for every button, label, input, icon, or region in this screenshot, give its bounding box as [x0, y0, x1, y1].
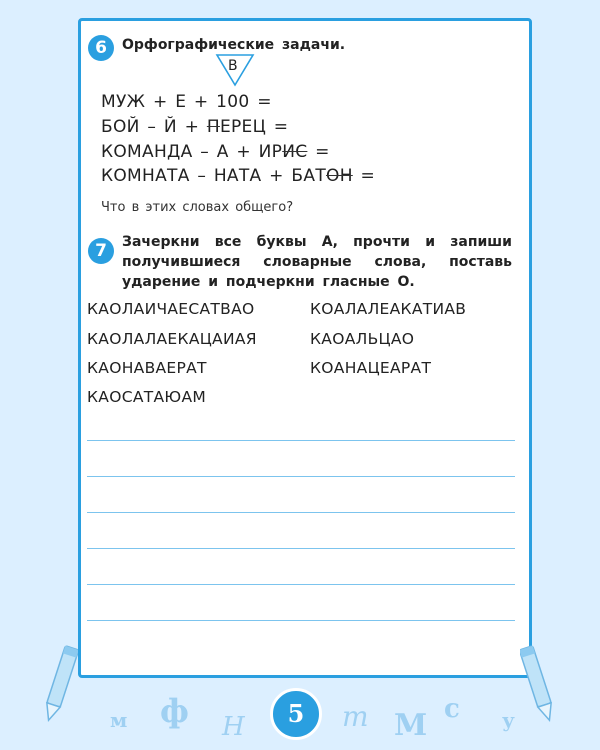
- word-left-2: КАОЛАЛАЕКАЦАИАЯ: [87, 330, 257, 348]
- equation-1-text: МУЖ + Е + 100 =: [101, 92, 272, 112]
- deco-letter: у: [502, 708, 515, 732]
- task-7-title: Зачеркни все буквы А, прочти и запиши получившиеся словарные слова, поставь ударение и подчеркни гласные О.: [122, 234, 512, 290]
- writing-line[interactable]: [87, 512, 515, 513]
- equation-4-struck-letters: ОН: [326, 166, 353, 186]
- deco-letter: Н: [222, 712, 245, 742]
- pencil-icon: [42, 640, 78, 730]
- task-6-question: Что в этих словах общего?: [101, 200, 294, 215]
- deco-letter: ф: [160, 692, 189, 730]
- word-left-1: КАОЛАИЧАЕСАТВАО: [87, 300, 255, 318]
- equation-2: [101, 117, 288, 137]
- writing-lines[interactable]: [87, 440, 515, 656]
- equation-2-part-a: БОЙ – Й +: [101, 117, 207, 137]
- writing-line[interactable]: [87, 620, 515, 621]
- equation-4-part-a: КОМНАТА – НАТА + БАТ: [101, 166, 327, 186]
- writing-line[interactable]: [87, 584, 515, 585]
- deco-letter: м: [110, 708, 128, 732]
- word-left-3: КАОНАВАЕРАТ: [87, 359, 207, 377]
- task-7-badge: 7: [88, 238, 114, 264]
- equation-3-struck-letters: ИС: [282, 142, 308, 162]
- equation-3-part-a: КОМАНДА – А + ИР: [101, 142, 283, 162]
- word-right-2: КАОАЛЬЦАО: [310, 330, 415, 348]
- equation-3: [101, 142, 330, 162]
- triangle-letter: В: [228, 58, 238, 74]
- deco-letter: т: [342, 700, 369, 733]
- equation-2-part-b: ЕРЕЦ =: [219, 117, 289, 137]
- word-right-3: КОАНАЦЕАРАТ: [310, 359, 432, 377]
- pencil-icon: [520, 640, 556, 730]
- equation-4: [101, 166, 375, 186]
- word-left-4: КАОСАТАЮАМ: [87, 388, 207, 406]
- writing-line[interactable]: [87, 548, 515, 549]
- writing-line[interactable]: [87, 440, 515, 441]
- writing-line[interactable]: [87, 476, 515, 477]
- task-6-title: Орфографические задачи.: [122, 37, 346, 53]
- equation-4-part-b: =: [352, 166, 376, 186]
- equation-2-struck-letters: П: [206, 117, 220, 137]
- word-right-1: КОАЛАЛЕАКАТИАВ: [310, 300, 467, 318]
- page-number: 5: [270, 688, 322, 740]
- equation-1: [101, 92, 272, 112]
- deco-letter: М: [394, 708, 428, 743]
- equation-3-part-b: =: [307, 142, 330, 162]
- triangle-hint: [215, 53, 255, 87]
- task-6-badge: 6: [88, 35, 114, 61]
- deco-letter: с: [444, 694, 460, 724]
